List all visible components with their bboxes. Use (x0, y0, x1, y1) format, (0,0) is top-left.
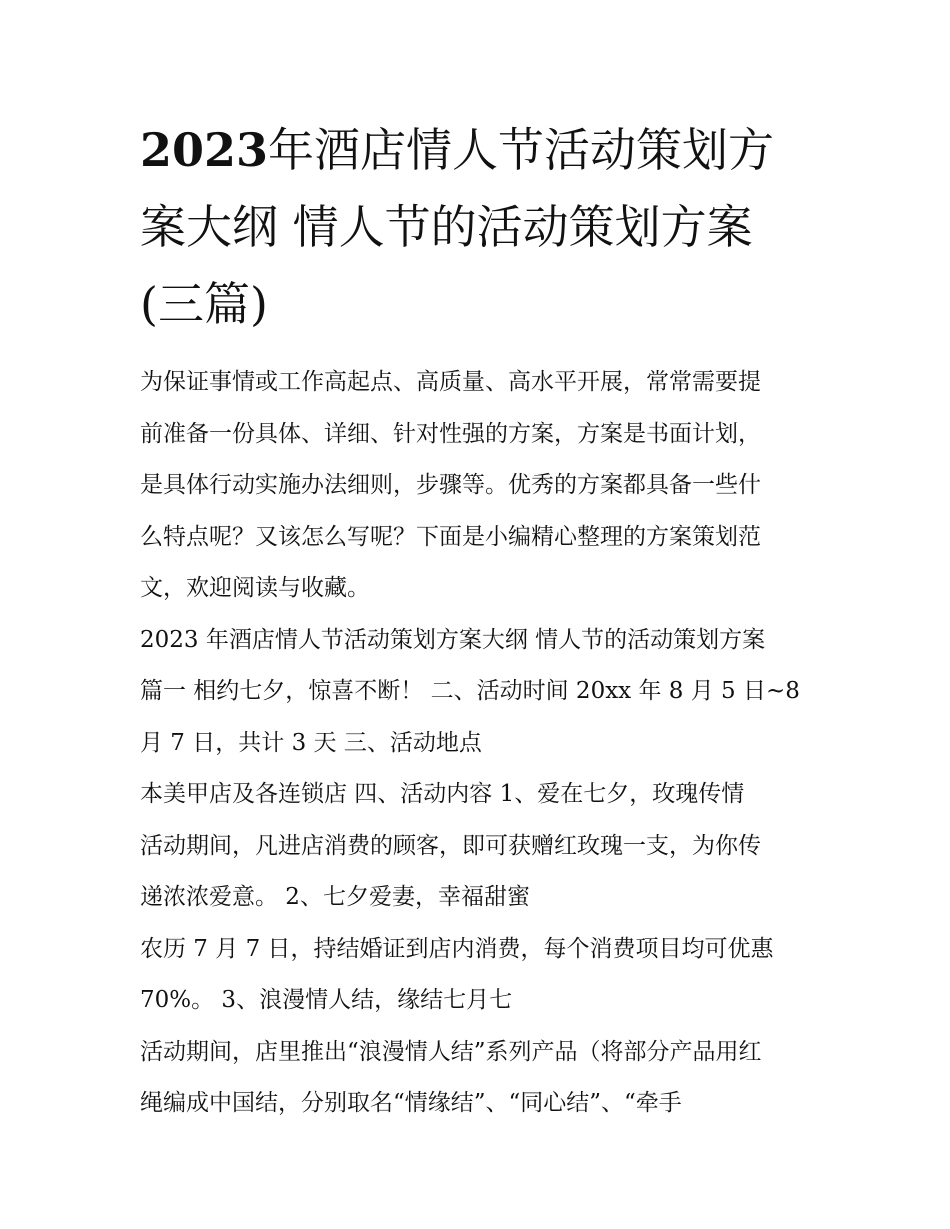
body-line: 递浓浓爱意。 2、七夕爱妻，幸福甜蜜 (140, 884, 530, 910)
body-line: 为保证事情或工作高起点、高质量、高水平开展，常常需要提 (140, 369, 761, 395)
body-line: 文，欢迎阅读与收藏。 (140, 575, 370, 601)
title-year: 2023 (140, 123, 269, 177)
title-line-1 (140, 112, 812, 189)
body-line: 2023 年酒店情人节活动策划方案大纲 情人节的活动策划方案 (140, 626, 766, 653)
body-line: 绳编成中国结，分别取名“情缘结”、“同心结”、“牵手 (140, 1090, 682, 1116)
body-line: 篇一 相约七夕，惊喜不断！ 二、活动时间 20xx 年 8 月 5 日~8 (140, 678, 800, 704)
title-line-3: (三篇) (140, 277, 268, 331)
body-line: 么特点呢？又该怎么写呢？下面是小编精心整理的方案策划范 (140, 523, 761, 550)
document-title (140, 112, 812, 343)
body-line: 活动期间，凡进店消费的顾客，即可获赠红玫瑰一支，为你传 (140, 832, 761, 859)
title-line-2: 案大纲 情人节的活动策划方案 (140, 200, 753, 254)
document-page (140, 112, 812, 1130)
body-line: 农历 7 月 7 日，持结婚证到店内消费，每个消费项目均可优惠 (140, 935, 774, 962)
body-line: 前准备一份具体、详细、针对性强的方案，方案是书面计划， (140, 420, 761, 447)
body-line: 活动期间，店里推出“浪漫情人结”系列产品（将部分产品用红 (140, 1038, 762, 1065)
body-line: 月 7 日，共计 3 天 三、活动地点 (140, 729, 482, 756)
title-line-1-text: 年酒店情人节活动策划方 (268, 123, 775, 177)
body-line: 本美甲店及各连锁店 四、活动内容 1、爱在七夕，玫瑰传情 (140, 781, 745, 807)
body-line: 是具体行动实施办法细则，步骤等。优秀的方案都具备一些什 (140, 472, 761, 498)
document-body (140, 357, 812, 1130)
body-line: 70%。 3、浪漫情人结，缘结七月七 (140, 987, 513, 1013)
